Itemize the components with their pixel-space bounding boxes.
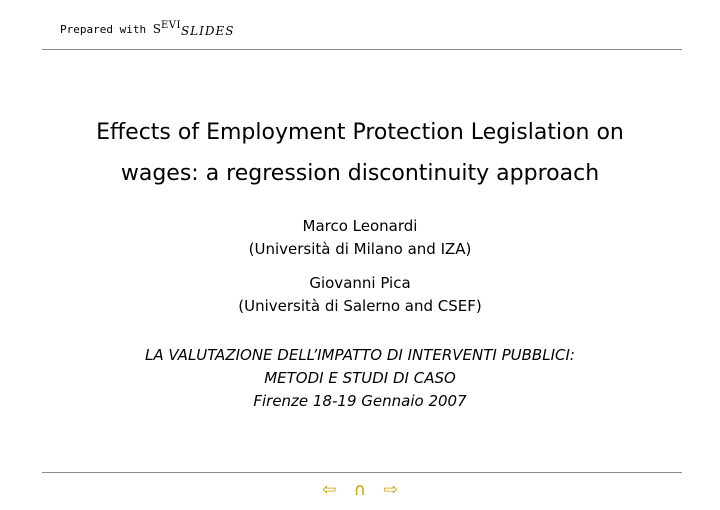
author-2 [0,272,720,318]
logo-s: S [152,22,161,36]
author-2-name: Giovanni Pica [309,274,411,292]
conference-line-1: LA VALUTAZIONE DELL’IMPATTO DI INTERVENTI PUBBLICI: [145,346,575,364]
author-2-affiliation: (Università di Salerno and CSEF) [238,297,482,315]
slide-navigation [0,480,720,500]
slide-title [0,112,720,194]
prepared-with-label [60,22,234,36]
prepared-text: Prepared with [60,23,153,36]
title-line-1: Effects of Employment Protection Legislation on [96,120,624,145]
next-slide-icon[interactable]: ⇨ [383,480,398,500]
logo-slides: SLIDES [180,24,235,38]
bottom-divider [42,472,682,473]
author-1-affiliation: (Università di Milano and IZA) [248,240,472,258]
prev-slide-icon[interactable]: ⇦ [322,480,337,500]
logo-evi: EVI [160,20,181,31]
conference-info [0,344,720,413]
seviSlides-logo [153,22,235,36]
home-slide-icon[interactable]: ∩ [353,480,367,500]
top-divider [42,49,682,50]
author-1 [0,215,720,261]
author-1-name: Marco Leonardi [302,217,418,235]
title-line-2: wages: a regression discontinuity approach [120,161,600,186]
conference-line-2: METODI E STUDI DI CASO [264,369,456,387]
conference-line-3: Firenze 18-19 Gennaio 2007 [253,392,467,410]
